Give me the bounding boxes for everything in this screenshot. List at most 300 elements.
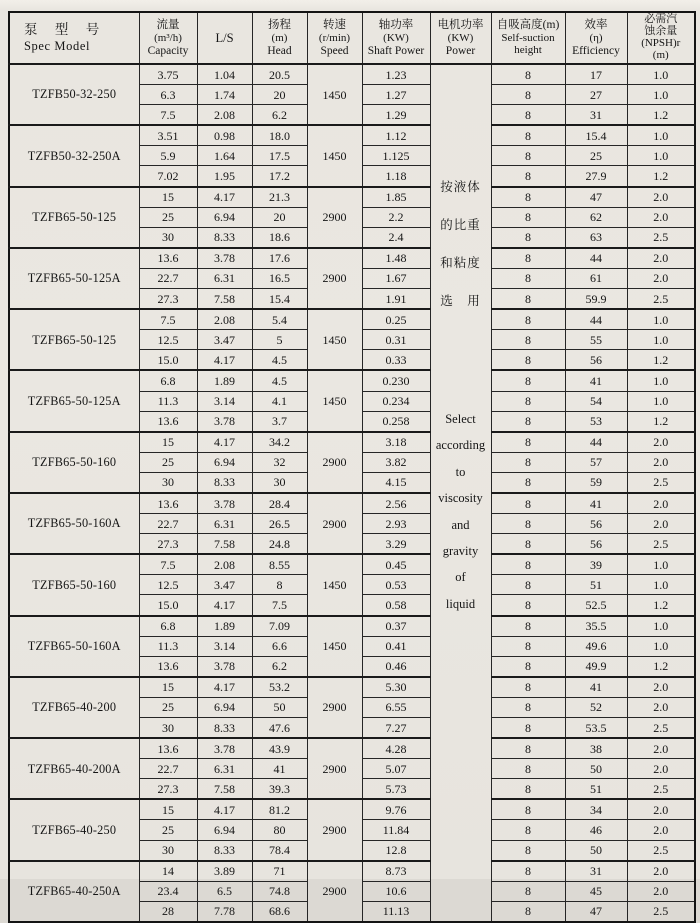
model-cell: TZFB65-50-160: [9, 432, 139, 493]
ls-cell: 3.47: [197, 330, 252, 350]
head-cell: 34.2: [252, 432, 307, 453]
header-capacity-line: Capacity: [147, 44, 189, 57]
ls-cell: 3.14: [197, 636, 252, 656]
suction-cell: 8: [491, 268, 565, 288]
ls-cell: 8.33: [197, 840, 252, 861]
suction-cell: 8: [491, 289, 565, 310]
shaft-power-cell: 2.4: [362, 227, 430, 248]
efficiency-cell: 25: [565, 146, 627, 166]
head-cell: 74.8: [252, 881, 307, 901]
table-row: [9, 677, 695, 698]
header-row: [9, 12, 695, 64]
shaft-power-cell: 0.25: [362, 309, 430, 330]
head-cell: 80: [252, 820, 307, 840]
efficiency-cell: 56: [565, 350, 627, 371]
header-speed-line: Speed: [320, 44, 349, 57]
table-row: [9, 370, 695, 391]
shaft-power-cell: 0.41: [362, 636, 430, 656]
power-note-zh-line: 选 用: [440, 294, 481, 308]
power-note-en-line: of: [455, 570, 466, 585]
shaft-power-cell: 1.85: [362, 187, 430, 208]
efficiency-cell: 44: [565, 309, 627, 330]
head-cell: 20.5: [252, 64, 307, 85]
head-cell: 6.2: [252, 105, 307, 126]
ls-cell: 6.94: [197, 452, 252, 472]
suction-cell: 8: [491, 248, 565, 269]
shaft-power-cell: 0.230: [362, 370, 430, 391]
table-row: [9, 125, 695, 146]
header-power-line: 电机功率: [437, 18, 484, 31]
head-cell: 39.3: [252, 779, 307, 800]
efficiency-cell: 53.5: [565, 718, 627, 739]
efficiency-cell: 55: [565, 330, 627, 350]
efficiency-cell: 49.9: [565, 656, 627, 677]
suction-cell: 8: [491, 514, 565, 534]
ls-cell: 3.14: [197, 391, 252, 411]
npsh-cell: 2.0: [627, 738, 695, 759]
power-note-english: [431, 406, 491, 617]
ls-cell: 3.78: [197, 411, 252, 432]
shaft-power-cell: 1.125: [362, 146, 430, 166]
head-cell: 17.5: [252, 146, 307, 166]
shaft-power-cell: 4.15: [362, 472, 430, 493]
header-self-suction: [491, 12, 565, 64]
header-power-line: Power: [445, 44, 476, 57]
shaft-power-cell: 0.258: [362, 411, 430, 432]
efficiency-cell: 41: [565, 370, 627, 391]
ls-cell: 8.33: [197, 472, 252, 493]
npsh-cell: 2.5: [627, 901, 695, 922]
suction-cell: 8: [491, 901, 565, 922]
suction-cell: 8: [491, 840, 565, 861]
suction-cell: 8: [491, 616, 565, 637]
header-power: [430, 12, 491, 64]
header-head-line: (m): [271, 31, 288, 44]
npsh-cell: 2.0: [627, 452, 695, 472]
head-cell: 26.5: [252, 514, 307, 534]
npsh-cell: 2.0: [627, 759, 695, 779]
head-cell: 18.6: [252, 227, 307, 248]
head-cell: 20: [252, 207, 307, 227]
shaft-power-cell: 5.07: [362, 759, 430, 779]
head-cell: 4.1: [252, 391, 307, 411]
suction-cell: 8: [491, 125, 565, 146]
table-row: [9, 616, 695, 637]
shaft-power-cell: 3.82: [362, 452, 430, 472]
header-speed: [307, 12, 362, 64]
suction-cell: 8: [491, 861, 565, 882]
model-cell: TZFB65-50-125: [9, 187, 139, 248]
suction-cell: 8: [491, 554, 565, 575]
head-cell: 68.6: [252, 901, 307, 922]
capacity-cell: 15: [139, 677, 197, 698]
efficiency-cell: 56: [565, 514, 627, 534]
ls-cell: 4.17: [197, 350, 252, 371]
speed-cell: 2900: [307, 187, 362, 248]
header-spec-model: [9, 12, 139, 64]
suction-cell: 8: [491, 105, 565, 126]
suction-cell: 8: [491, 738, 565, 759]
capacity-cell: 30: [139, 840, 197, 861]
npsh-cell: 2.0: [627, 432, 695, 453]
speed-cell: 1450: [307, 64, 362, 125]
suction-cell: 8: [491, 309, 565, 330]
shaft-power-cell: 1.67: [362, 268, 430, 288]
shaft-power-cell: 0.46: [362, 656, 430, 677]
header-capacity-line: 流量: [156, 18, 180, 31]
npsh-cell: 1.0: [627, 616, 695, 637]
suction-cell: 8: [491, 166, 565, 187]
model-cell: TZFB65-40-250A: [9, 861, 139, 922]
npsh-cell: 1.0: [627, 370, 695, 391]
npsh-cell: 1.0: [627, 146, 695, 166]
capacity-cell: 11.3: [139, 391, 197, 411]
shaft-power-cell: 11.13: [362, 901, 430, 922]
efficiency-cell: 35.5: [565, 616, 627, 637]
capacity-cell: 27.3: [139, 289, 197, 310]
capacity-cell: 7.5: [139, 105, 197, 126]
head-cell: 78.4: [252, 840, 307, 861]
shaft-power-cell: 3.18: [362, 432, 430, 453]
ls-cell: 6.31: [197, 514, 252, 534]
efficiency-cell: 38: [565, 738, 627, 759]
npsh-cell: 2.0: [627, 268, 695, 288]
head-cell: 16.5: [252, 268, 307, 288]
header-power-line: (KW): [447, 31, 474, 44]
shaft-power-cell: 11.84: [362, 820, 430, 840]
ls-cell: 4.17: [197, 595, 252, 616]
head-cell: 30: [252, 472, 307, 493]
head-cell: 15.4: [252, 289, 307, 310]
suction-cell: 8: [491, 881, 565, 901]
npsh-cell: 2.0: [627, 861, 695, 882]
efficiency-cell: 31: [565, 105, 627, 126]
speed-cell: 1450: [307, 370, 362, 431]
header-head-line: Head: [267, 44, 292, 57]
npsh-cell: 2.0: [627, 493, 695, 514]
npsh-cell: 2.0: [627, 514, 695, 534]
capacity-cell: 7.02: [139, 166, 197, 187]
ls-cell: 7.58: [197, 779, 252, 800]
npsh-cell: 1.2: [627, 105, 695, 126]
capacity-cell: 30: [139, 718, 197, 739]
efficiency-cell: 63: [565, 227, 627, 248]
suction-cell: 8: [491, 64, 565, 85]
capacity-cell: 11.3: [139, 636, 197, 656]
shaft-power-cell: 3.29: [362, 534, 430, 555]
efficiency-cell: 17: [565, 64, 627, 85]
ls-cell: 4.17: [197, 799, 252, 820]
ls-cell: 7.58: [197, 289, 252, 310]
efficiency-cell: 52: [565, 697, 627, 717]
head-cell: 4.5: [252, 350, 307, 371]
capacity-cell: 6.3: [139, 85, 197, 105]
shaft-power-cell: 9.76: [362, 799, 430, 820]
suction-cell: 8: [491, 718, 565, 739]
efficiency-cell: 52.5: [565, 595, 627, 616]
capacity-cell: 13.6: [139, 493, 197, 514]
head-cell: 8.55: [252, 554, 307, 575]
ls-cell: 7.58: [197, 534, 252, 555]
npsh-cell: 1.0: [627, 575, 695, 595]
pump-spec-table: [8, 11, 696, 923]
ls-cell: 8.33: [197, 227, 252, 248]
capacity-cell: 15.0: [139, 350, 197, 371]
efficiency-cell: 45: [565, 881, 627, 901]
header-efficiency-line: 效率: [584, 18, 608, 31]
header-speed-line: 转速: [323, 18, 346, 31]
ls-cell: 6.94: [197, 697, 252, 717]
head-cell: 4.5: [252, 370, 307, 391]
table-row: [9, 309, 695, 330]
efficiency-cell: 47: [565, 901, 627, 922]
capacity-cell: 6.8: [139, 616, 197, 637]
table-row: [9, 432, 695, 453]
ls-cell: 3.78: [197, 248, 252, 269]
shaft-power-cell: 7.27: [362, 718, 430, 739]
head-cell: 41: [252, 759, 307, 779]
head-cell: 47.6: [252, 718, 307, 739]
suction-cell: 8: [491, 146, 565, 166]
table-row: [9, 493, 695, 514]
shaft-power-cell: 0.53: [362, 575, 430, 595]
shaft-power-cell: 0.234: [362, 391, 430, 411]
power-note-en-line: and: [451, 517, 470, 532]
table-row: [9, 187, 695, 208]
shaft-power-cell: 0.31: [362, 330, 430, 350]
capacity-cell: 15: [139, 799, 197, 820]
ls-cell: 4.17: [197, 187, 252, 208]
suction-cell: 8: [491, 534, 565, 555]
capacity-cell: 23.4: [139, 881, 197, 901]
header-shaft-power-line: (KW): [383, 31, 409, 44]
npsh-cell: 2.0: [627, 820, 695, 840]
header-shaft-power: [362, 12, 430, 64]
header-shaft-power-line: Shaft Power: [367, 44, 425, 57]
ls-cell: 0.98: [197, 125, 252, 146]
suction-cell: 8: [491, 820, 565, 840]
header-ls: [197, 12, 252, 64]
head-cell: 81.2: [252, 799, 307, 820]
shaft-power-cell: 8.73: [362, 861, 430, 882]
speed-cell: 2900: [307, 861, 362, 922]
capacity-cell: 30: [139, 227, 197, 248]
shaft-power-cell: 1.18: [362, 166, 430, 187]
suction-cell: 8: [491, 799, 565, 820]
model-cell: TZFB65-50-125A: [9, 248, 139, 309]
efficiency-cell: 46: [565, 820, 627, 840]
efficiency-cell: 44: [565, 432, 627, 453]
power-note-en-line: Select: [445, 412, 476, 426]
shaft-power-cell: 2.56: [362, 493, 430, 514]
npsh-cell: 1.2: [627, 595, 695, 616]
speed-cell: 2900: [307, 432, 362, 493]
capacity-cell: 5.9: [139, 146, 197, 166]
suction-cell: 8: [491, 391, 565, 411]
model-cell: TZFB65-50-125A: [9, 370, 139, 431]
efficiency-cell: 39: [565, 554, 627, 575]
ls-cell: 3.78: [197, 738, 252, 759]
model-cell: TZFB50-32-250A: [9, 125, 139, 186]
speed-cell: 2900: [307, 738, 362, 799]
ls-cell: 3.89: [197, 861, 252, 882]
head-cell: 28.4: [252, 493, 307, 514]
shaft-power-cell: 2.93: [362, 514, 430, 534]
npsh-cell: 2.5: [627, 840, 695, 861]
power-note-en-line: to: [455, 464, 466, 479]
model-cell: TZFB65-40-200: [9, 677, 139, 738]
capacity-cell: 15: [139, 432, 197, 453]
ls-cell: 1.64: [197, 146, 252, 166]
head-cell: 3.7: [252, 411, 307, 432]
model-cell: TZFB65-50-160A: [9, 493, 139, 554]
efficiency-cell: 27.9: [565, 166, 627, 187]
ls-cell: 7.78: [197, 901, 252, 922]
header-self-suction-line: height: [514, 44, 542, 57]
shaft-power-cell: 1.48: [362, 248, 430, 269]
speed-cell: 2900: [307, 799, 362, 860]
speed-cell: 1450: [307, 125, 362, 186]
capacity-cell: 3.75: [139, 64, 197, 85]
power-note-en-line: gravity: [442, 544, 479, 559]
npsh-cell: 2.0: [627, 187, 695, 208]
head-cell: 20: [252, 85, 307, 105]
suction-cell: 8: [491, 85, 565, 105]
capacity-cell: 7.5: [139, 309, 197, 330]
shaft-power-cell: 1.27: [362, 85, 430, 105]
shaft-power-cell: 0.37: [362, 616, 430, 637]
header-spec-model-line: 泵 型 号: [24, 22, 107, 37]
capacity-cell: 7.5: [139, 554, 197, 575]
efficiency-cell: 44: [565, 248, 627, 269]
ls-cell: 4.17: [197, 677, 252, 698]
speed-cell: 2900: [307, 677, 362, 738]
power-note-zh-line: 的比重: [440, 218, 481, 232]
npsh-cell: 2.0: [627, 248, 695, 269]
ls-cell: 4.17: [197, 432, 252, 453]
suction-cell: 8: [491, 636, 565, 656]
npsh-cell: 1.0: [627, 391, 695, 411]
power-note-zh-line: 按液体: [440, 180, 481, 194]
efficiency-cell: 61: [565, 268, 627, 288]
efficiency-cell: 59: [565, 472, 627, 493]
npsh-cell: 2.0: [627, 677, 695, 698]
head-cell: 50: [252, 697, 307, 717]
efficiency-cell: 51: [565, 575, 627, 595]
efficiency-cell: 27: [565, 85, 627, 105]
power-note-en-line: according: [435, 438, 486, 453]
efficiency-cell: 31: [565, 861, 627, 882]
ls-cell: 2.08: [197, 309, 252, 330]
suction-cell: 8: [491, 759, 565, 779]
ls-cell: 6.31: [197, 759, 252, 779]
ls-cell: 1.89: [197, 616, 252, 637]
table-row: [9, 799, 695, 820]
npsh-cell: 1.0: [627, 309, 695, 330]
ls-cell: 1.74: [197, 85, 252, 105]
ls-cell: 8.33: [197, 718, 252, 739]
ls-cell: 6.94: [197, 820, 252, 840]
head-cell: 24.8: [252, 534, 307, 555]
header-npsh: [627, 12, 695, 64]
speed-cell: 2900: [307, 248, 362, 309]
capacity-cell: 25: [139, 207, 197, 227]
npsh-cell: 1.2: [627, 656, 695, 677]
header-efficiency-line: Efficiency: [572, 44, 620, 57]
head-cell: 32: [252, 452, 307, 472]
header-capacity-line: (m³/h): [154, 31, 182, 44]
shaft-power-cell: 2.2: [362, 207, 430, 227]
npsh-cell: 1.0: [627, 125, 695, 146]
head-cell: 43.9: [252, 738, 307, 759]
table-row: [9, 861, 695, 882]
header-capacity: [139, 12, 197, 64]
efficiency-cell: 34: [565, 799, 627, 820]
ls-cell: 2.08: [197, 554, 252, 575]
suction-cell: 8: [491, 493, 565, 514]
efficiency-cell: 50: [565, 759, 627, 779]
table-row: [9, 248, 695, 269]
speed-cell: 1450: [307, 616, 362, 677]
suction-cell: 8: [491, 472, 565, 493]
head-cell: 17.2: [252, 166, 307, 187]
ls-cell: 1.95: [197, 166, 252, 187]
model-cell: TZFB65-50-160A: [9, 616, 139, 677]
ls-cell: 6.5: [197, 881, 252, 901]
efficiency-cell: 59.9: [565, 289, 627, 310]
efficiency-cell: 57: [565, 452, 627, 472]
model-cell: TZFB65-50-125: [9, 309, 139, 370]
header-efficiency-line: (η): [589, 31, 603, 44]
table-body: [9, 64, 695, 922]
shaft-power-cell: 1.12: [362, 125, 430, 146]
shaft-power-cell: 5.30: [362, 677, 430, 698]
header-efficiency: [565, 12, 627, 64]
npsh-cell: 2.5: [627, 718, 695, 739]
head-cell: 8: [252, 575, 307, 595]
speed-cell: 1450: [307, 309, 362, 370]
table-row: [9, 738, 695, 759]
head-cell: 7.09: [252, 616, 307, 637]
shaft-power-cell: 0.33: [362, 350, 430, 371]
capacity-cell: 13.6: [139, 248, 197, 269]
npsh-cell: 2.5: [627, 779, 695, 800]
table-header: [9, 12, 695, 64]
head-cell: 21.3: [252, 187, 307, 208]
head-cell: 17.6: [252, 248, 307, 269]
npsh-cell: 2.5: [627, 289, 695, 310]
shaft-power-cell: 6.55: [362, 697, 430, 717]
capacity-cell: 15.0: [139, 595, 197, 616]
capacity-cell: 22.7: [139, 759, 197, 779]
npsh-cell: 2.0: [627, 881, 695, 901]
suction-cell: 8: [491, 330, 565, 350]
suction-cell: 8: [491, 227, 565, 248]
capacity-cell: 13.6: [139, 738, 197, 759]
capacity-cell: 12.5: [139, 575, 197, 595]
speed-cell: 2900: [307, 493, 362, 554]
capacity-cell: 30: [139, 472, 197, 493]
efficiency-cell: 41: [565, 677, 627, 698]
capacity-cell: 15: [139, 187, 197, 208]
ls-cell: 6.94: [197, 207, 252, 227]
header-npsh-line: (m): [652, 48, 669, 61]
capacity-cell: 13.6: [139, 411, 197, 432]
head-cell: 7.5: [252, 595, 307, 616]
npsh-cell: 2.0: [627, 207, 695, 227]
power-note-cell: [430, 64, 491, 922]
npsh-cell: 1.0: [627, 554, 695, 575]
